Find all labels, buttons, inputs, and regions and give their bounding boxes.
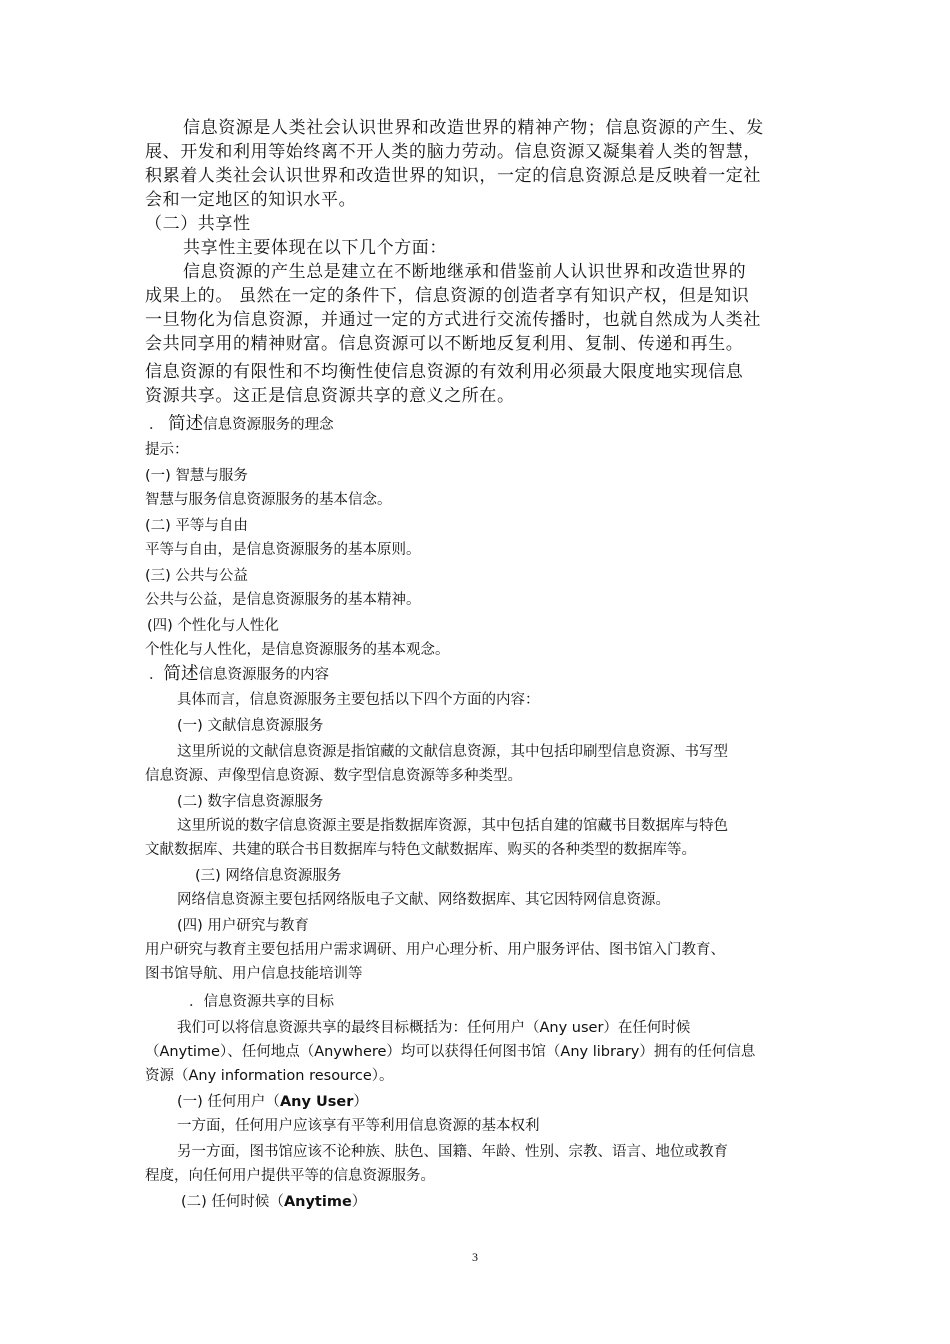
text-line: 智慧与服务信息资源服务的基本信念。: [145, 492, 392, 508]
text-line: [149, 412, 814, 437]
text-segment: 信息资源服务的内容: [198, 667, 329, 683]
text-line: 会共同享用的精神财富。信息资源可以不断地反复利用、复制、传递和再生。: [145, 334, 744, 354]
text-line: 这里所说的文献信息资源是指馆藏的文献信息资源，其中包括印刷型信息资源、书写型: [177, 744, 728, 760]
text-line: 另一方面，图书馆应该不论种族、肤色、国籍、年龄、性别、宗教、语言、地位或教育: [177, 1144, 728, 1160]
text-line: 展、开发和利用等始终离不开人类的脑力劳动。信息资源又凝集着人类的智慧，: [145, 142, 761, 162]
text-segment: ．: [149, 667, 164, 683]
text-segment: ．: [149, 417, 169, 433]
text-line: 我们可以将信息资源共享的最终目标概括为：任何用户（Any user）在任何时候: [177, 1020, 691, 1036]
text-line: 具体而言，信息资源服务主要包括以下四个方面的内容：: [177, 692, 540, 708]
text-line: (三) 网络信息资源服务: [195, 868, 342, 884]
text-line: (三) 公共与公益: [145, 568, 248, 584]
text-line: 一旦物化为信息资源，并通过一定的方式进行交流传播时，也就自然成为人类社: [145, 310, 761, 330]
text-segment: ）: [353, 1094, 368, 1110]
text-line: [181, 1190, 846, 1214]
text-segment: Anytime: [283, 1194, 352, 1210]
text-line: 会和一定地区的知识水平。: [145, 190, 357, 210]
text-segment: ）: [351, 1194, 367, 1210]
text-line: (四) 用户研究与教育: [177, 918, 309, 934]
text-line: (一) 文献信息资源服务: [177, 718, 324, 734]
text-segment: (二) 任何时候（: [181, 1194, 284, 1210]
text-line: 信息资源、声像型信息资源、数字型信息资源等多种类型。: [145, 768, 522, 784]
text-line: 成果上的。 虽然在一定的条件下，信息资源的创造者享有知识产权，但是知识: [145, 286, 750, 306]
text-line: 信息资源是人类社会认识世界和改造世界的精神产物；信息资源的产生、发: [183, 118, 764, 138]
text-line: (二) 平等与自由: [145, 518, 248, 534]
text-line: [149, 662, 814, 687]
text-line: 信息资源的有限性和不均衡性使信息资源的有效利用必须最大限度地实现信息: [145, 362, 744, 382]
page-number: 3: [472, 1250, 478, 1264]
text-line: 一方面，任何用户应该享有平等利用信息资源的基本权利: [177, 1118, 540, 1134]
text-line: 个性化与人性化，是信息资源服务的基本观念。: [145, 642, 450, 658]
text-line: 共享性主要体现在以下几个方面：: [183, 238, 447, 258]
text-line: [177, 1090, 842, 1114]
text-line: ．信息资源共享的目标: [189, 994, 334, 1010]
text-line: 公共与公益，是信息资源服务的基本精神。: [145, 592, 421, 608]
text-line: 资源共享。这正是信息资源共享的意义之所在。: [145, 386, 515, 406]
text-line: (一) 智慧与服务: [145, 468, 248, 484]
text-segment: (一) 任何用户（: [177, 1094, 280, 1110]
text-line: 程度，向任何用户提供平等的信息资源服务。: [145, 1168, 435, 1184]
text-line: 文献数据库、共建的联合书目数据库与特色文献数据库、购买的各种类型的数据库等。: [145, 842, 696, 858]
text-segment: 简述: [168, 414, 204, 434]
text-segment: 信息资源服务的理念: [203, 417, 334, 433]
text-line: (四) 个性化与人性化: [147, 618, 279, 634]
text-line: （Anytime）、任何地点（Anywhere）均可以获得任何图书馆（Any library）拥有的任何信息: [145, 1044, 756, 1060]
text-line: 网络信息资源主要包括网络版电子文献、网络数据库、其它因特网信息资源。: [177, 892, 670, 908]
text-line: 资源（Any information resource）。: [145, 1068, 394, 1084]
text-segment: 简述: [163, 664, 199, 684]
text-line: 用户研究与教育主要包括用户需求调研、用户心理分析、用户服务评估、图书馆入门教育、: [145, 942, 725, 958]
text-line: 平等与自由，是信息资源服务的基本原则。: [145, 542, 421, 558]
text-segment: Any User: [279, 1094, 354, 1110]
text-line: 信息资源的产生总是建立在不断地继承和借鉴前人认识世界和改造世界的: [183, 262, 747, 282]
text-line: 提示：: [145, 442, 189, 458]
text-line: 图书馆导航、用户信息技能培训等: [145, 966, 363, 982]
text-line: 这里所说的数字信息资源主要是指数据库资源，其中包括自建的馆藏书目数据库与特色: [177, 818, 728, 834]
text-line: （二）共享性: [145, 214, 251, 234]
text-line: (二) 数字信息资源服务: [177, 794, 324, 810]
text-line: 积累着人类社会认识世界和改造世界的知识，一定的信息资源总是反映着一定社: [145, 166, 761, 186]
